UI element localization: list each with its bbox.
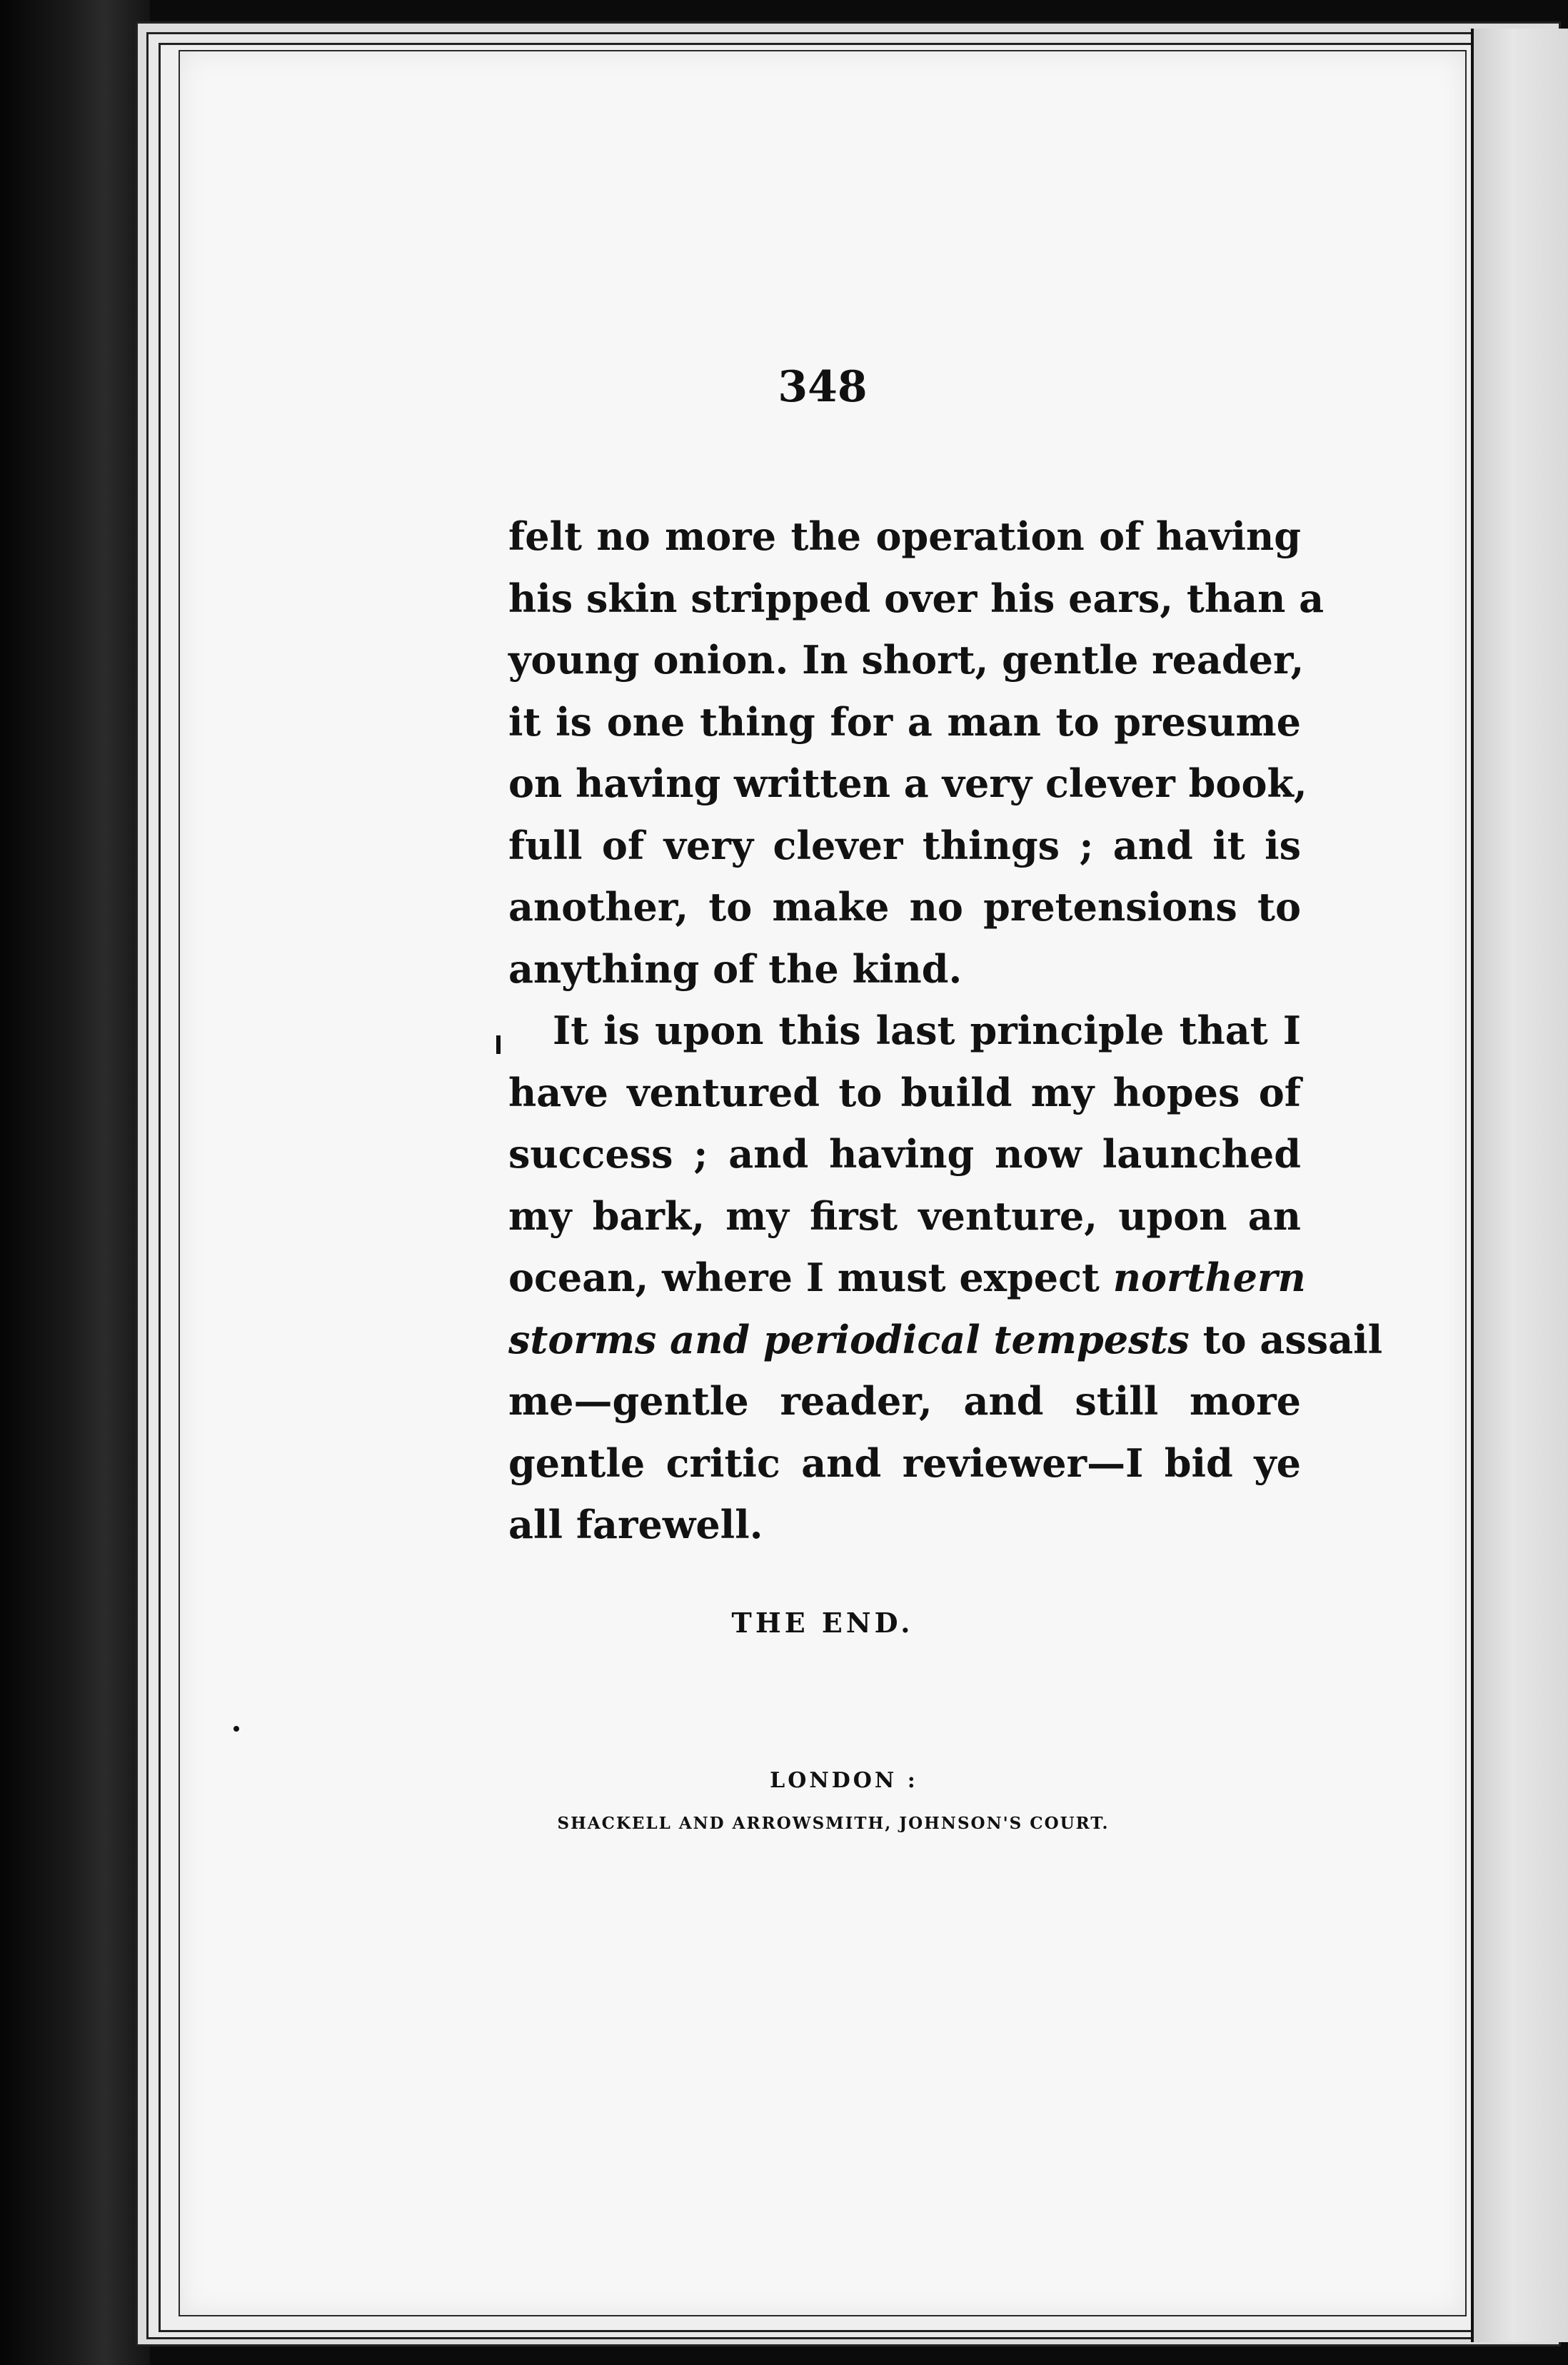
text-line: all farewell.	[508, 1502, 763, 1547]
the-end-heading: THE END.	[731, 1607, 914, 1639]
text-segment: to assail	[1189, 1316, 1383, 1362]
text-line: It is upon this last principle that I	[553, 1008, 1301, 1053]
text-line	[508, 1309, 1383, 1371]
text-line: success ; and having now launched	[508, 1131, 1301, 1177]
text-line: another, to make no pretensions to	[508, 884, 1301, 930]
italic-segment: storms and periodical tempests	[508, 1316, 1190, 1362]
text-line: full of very clever things ; and it is	[508, 822, 1301, 868]
text-line: young onion. In short, gentle reader,	[508, 637, 1305, 683]
text-line: felt no more the operation of having	[508, 513, 1301, 559]
text-line: his skin stripped over his ears, than a	[508, 575, 1325, 621]
text-line: anything of the kind.	[508, 945, 963, 992]
margin-mark	[233, 1726, 239, 1732]
text-line: have ventured to build my hopes of	[508, 1069, 1301, 1115]
book-binding	[0, 0, 150, 2365]
text-line: it is one thing for a man to presume	[508, 698, 1301, 745]
imprint-city: LONDON :	[770, 1768, 918, 1793]
text-segment: ocean, where I must expect	[508, 1255, 1113, 1300]
page-number: 348	[778, 362, 868, 412]
text-line: gentle critic and reviewer—I bid ye	[508, 1440, 1301, 1486]
text-line: me—gentle reader, and still more	[508, 1378, 1301, 1424]
body-text	[508, 506, 1383, 1556]
text-line: on having written a very clever book,	[508, 760, 1307, 806]
facing-page-edge	[1471, 29, 1568, 2342]
book-page	[179, 50, 1467, 2316]
italic-segment: northern	[1112, 1255, 1306, 1300]
imprint-printer: SHACKELL AND ARROWSMITH, JOHNSON'S COURT.	[557, 1814, 1110, 1833]
text-line: my bark, my first venture, upon an	[508, 1192, 1301, 1239]
margin-mark	[496, 1035, 501, 1054]
text-line	[508, 1247, 1306, 1309]
